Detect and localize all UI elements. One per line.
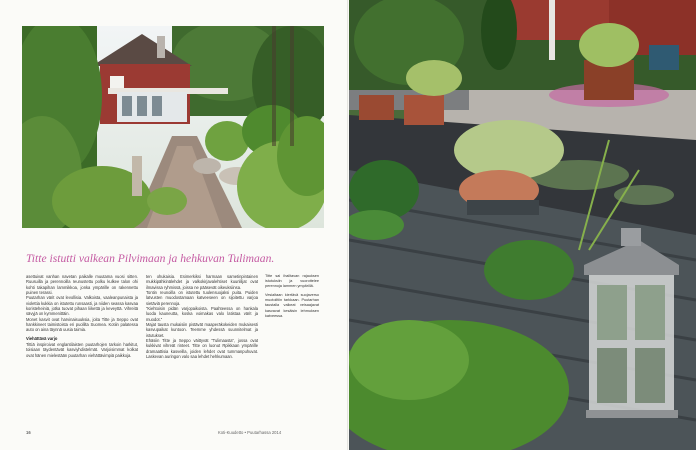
- right-page: [349, 0, 696, 450]
- paragraph: ”Kiehtoisin pidän varjopaikoista. Paahteessa on hankala luoda kauneutta, koska voimakas valo latistaa värit ja muodot.”: [146, 306, 258, 322]
- paragraph: Puutarhan värit ovat levollisia. Valkoista, vaaleanpunaista ja violettia kukkia on istutettu runsaasti, ja niiden seassa kasvaa koristeheiniä, jotka tuovat pihaan liikettä ja keveyttä. Vihreitä sävyjä on kymmenittäin.: [26, 295, 138, 317]
- article-column-1: [26, 274, 138, 358]
- paragraph: Tittiä inspiroivat englantilaisten puutarhojen tarkoin harkitut, toisiaan täydentävät kasviyhdistelmät. Varjoisimmat kolkat ovat hänen mielestään puutarhan viehättävimpiä paikkoja.: [26, 342, 138, 358]
- caption: Titte sai ihailtavan rajauksen istutuksiin ja vuorottelee perennoja lammen ympärillä.: [265, 274, 319, 289]
- pull-quote: Titte istutti valkean Pilvimaan ja hehkuvan Tulimaan.: [26, 252, 275, 265]
- pond-deck-photo: [349, 0, 696, 450]
- paragraph: Monet kasvit ovat harvinaisuuksia, joita Titte ja Seppo ovat hankkineet taimistoista eri puolilta Suomea. Kotiin palatessa auto on aina täynnä uusia taimia.: [26, 316, 138, 333]
- paragraph: Tontin reunoilla on istutettu tuulensuojaksi puita. Puiden latvusten muodostamaan katveeseen on sijoitettu varjoa sietäviä perennoja.: [146, 290, 258, 306]
- page-number: 16: [26, 430, 31, 435]
- section-subhead: Viehättävä varjo: [26, 335, 58, 341]
- paragraph: asettuivat vanhan navetan paikalle muutama vuosi sitten. Ruusuilla ja perennoilla reunustettu polku kulkee talon ohi kohti takapihan lammikkoa, jonka ympärille on rakennettu puinen terassi.: [26, 274, 138, 296]
- garden-house-photo: [22, 26, 324, 228]
- paragraph: Majat tausta mukaisiin pistävät maaperäkokeiden mukaisesti kasvupaikat kuntoon. Teemme yhdessä suunnitelmat ja istutukset.: [146, 322, 258, 338]
- magazine-footer: Koti-Kuudetto • Puutarhassa 2014: [218, 430, 282, 435]
- caption: Vesialtaan kiertävä suojaverso muotoiltiin tarkkaan. Puutarhan taustalla valkeat veisaajavat kasvavat kesäisin lehmuksen katveessa.: [265, 293, 319, 318]
- paragraph: ten ohukaisia. Esimerkiksi harmaan sametinpintainen mukkipähkinälehdet ja valkokirjavalehtiset kuunliljat ovat ilmavissa ryhmissä, joissa ne pääsevät oikeuksiinsa.: [146, 274, 258, 290]
- article-column-2: [146, 274, 258, 360]
- photo-captions: [265, 274, 319, 319]
- paragraph: Ehäsiin Titte ja Seppo väittyvät ”Tulimaasta”, jossa ovat kukkivat vihreät rinteet. Titte on luonut Rpikkaan ympärille dramaattisia kasveilla, joiden lehdet ovat tummanpuhuvat. Laskevan auringon valo saa lehdet hehkumaan.: [146, 338, 258, 360]
